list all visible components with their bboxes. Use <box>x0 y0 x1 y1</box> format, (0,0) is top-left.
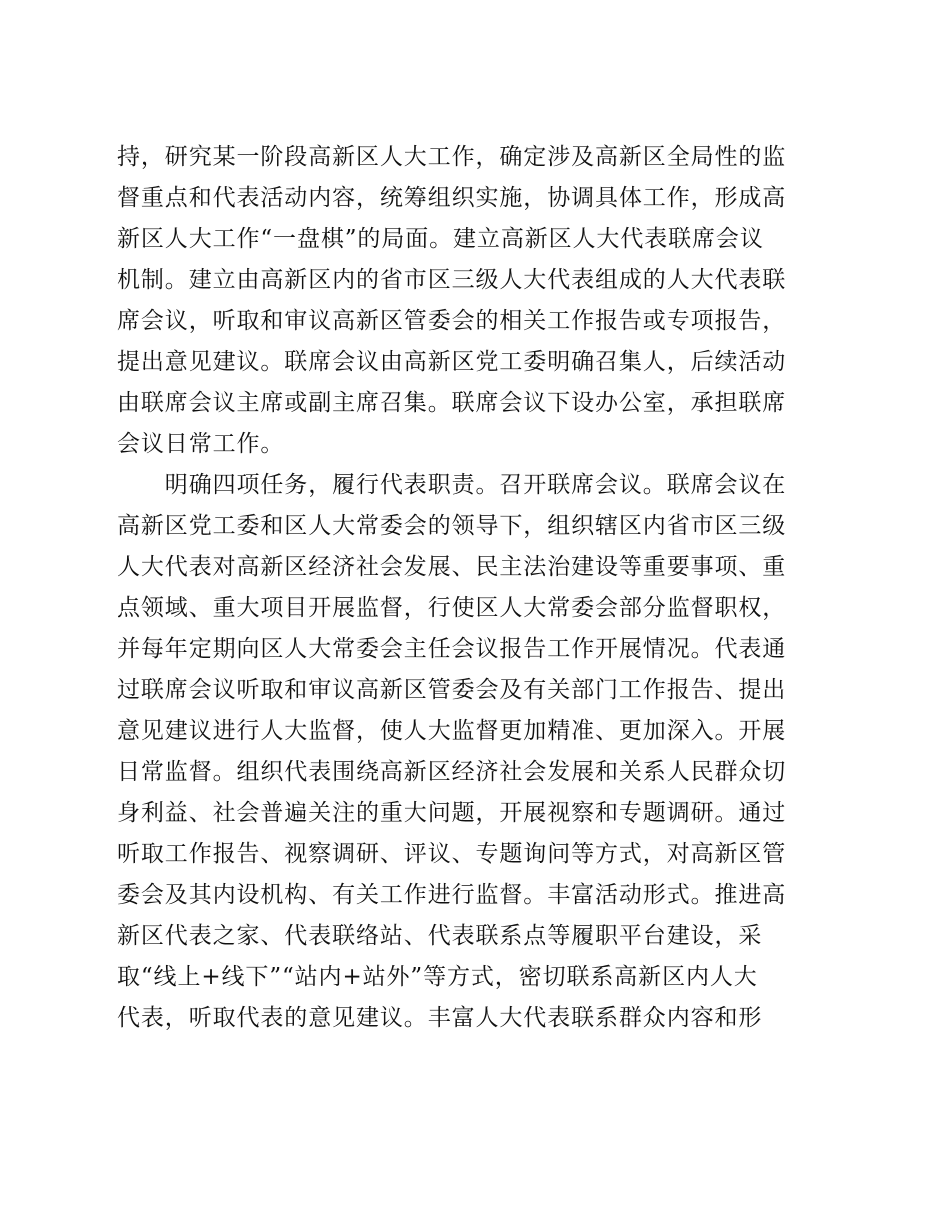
paragraph-1 <box>117 137 817 465</box>
text-line: 持，研究某一阶段高新区人大工作，确定涉及高新区全局性的监 <box>117 144 787 170</box>
text-line: 人大代表对高新区经济社会发展、民主法治建设等重要事项、重 <box>117 554 787 580</box>
text-line: 明确四项任务，履行代表职责。召开联席会议。联席会议在 <box>117 472 787 498</box>
text-line: 督重点和代表活动内容，统筹组织实施，协调具体工作，形成高 <box>117 185 787 211</box>
text-line: 身利益、社会普遍关注的重大问题，开展视察和专题调研。通过 <box>117 800 787 826</box>
text-line: 会议日常工作。 <box>117 431 285 457</box>
text-line: 高新区党工委和区人大常委会的领导下，组织辖区内省市区三级 <box>117 513 787 539</box>
text-line: 新区代表之家、代表联络站、代表联系点等履职平台建设，采 <box>117 923 763 949</box>
text-line: 委会及其内设机构、有关工作进行监督。丰富活动形式。推进高 <box>117 882 787 908</box>
text-line: 由联席会议主席或副主席召集。联席会议下设办公室，承担联席 <box>117 390 787 416</box>
text-line: 机制。建立由高新区内的省市区三级人大代表组成的人大代表联 <box>117 267 787 293</box>
text-line: 席会议，听取和审议高新区管委会的相关工作报告或专项报告， <box>117 308 787 334</box>
text-line: 取“线上+线下”“站内+站外”等方式，密切联系高新区内人大 <box>117 964 758 990</box>
text-line: 过联席会议听取和审议高新区管委会及有关部门工作报告、提出 <box>117 677 787 703</box>
text-line: 日常监督。组织代表围绕高新区经济社会发展和关系人民群众切 <box>117 759 787 785</box>
text-line: 代表，听取代表的意见建议。丰富人大代表联系群众内容和形 <box>117 1005 763 1031</box>
text-line: 听取工作报告、视察调研、评议、专题询问等方式，对高新区管 <box>117 841 787 867</box>
text-line: 并每年定期向区人大常委会主任会议报告工作开展情况。代表通 <box>117 636 787 662</box>
paragraph-2 <box>117 465 817 1039</box>
text-line: 点领域、重大项目开展监督，行使区人大常委会部分监督职权， <box>117 595 787 621</box>
body-text <box>117 137 817 1039</box>
text-line: 意见建议进行人大监督，使人大监督更加精准、更加深入。开展 <box>117 718 787 744</box>
text-line: 新区人大工作“一盘棋”的局面。建立高新区人大代表联席会议 <box>117 226 764 252</box>
text-line: 提出意见建议。联席会议由高新区党工委明确召集人，后续活动 <box>117 349 787 375</box>
